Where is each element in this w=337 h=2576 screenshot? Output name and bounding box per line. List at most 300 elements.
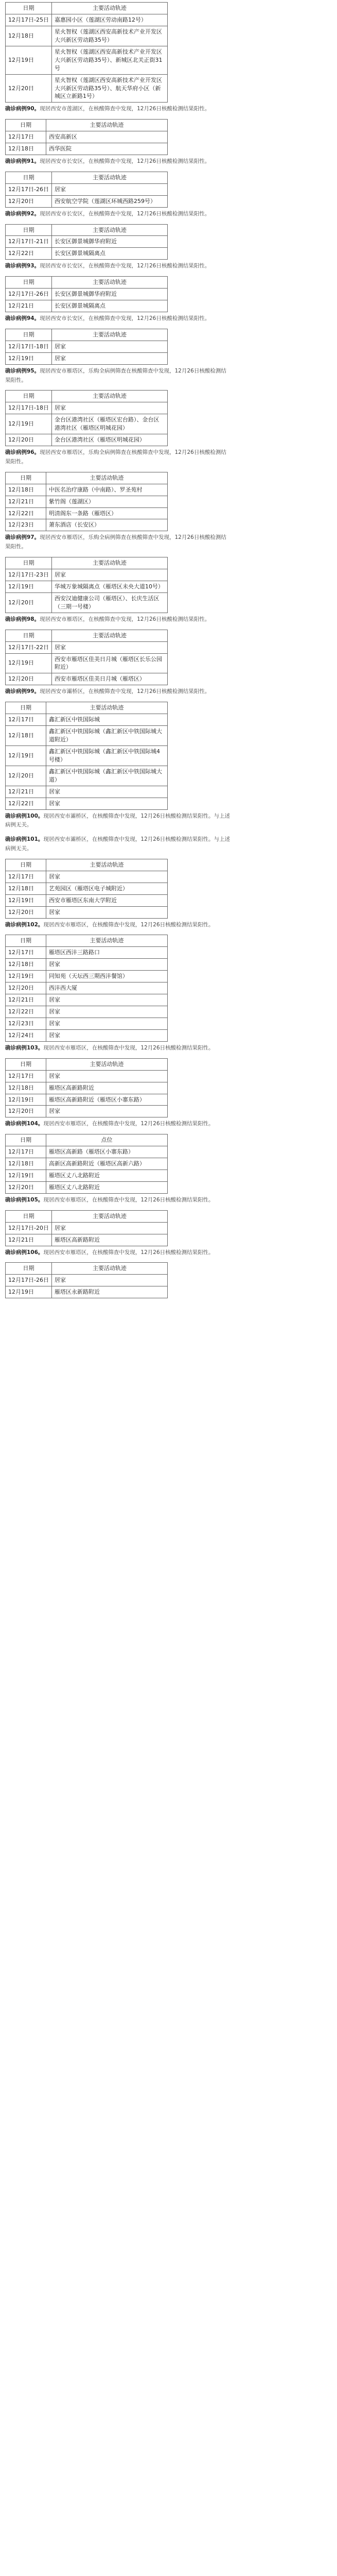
table-row — [6, 496, 168, 507]
activity-cell: 长安区御景城御华府附近 — [51, 236, 167, 248]
date-cell: 12月22日 — [6, 798, 46, 809]
activity-cell: 金台区港湾社区（雁塔区宏台路）、金台区港湾社区（雁塔区明城花园） — [51, 414, 167, 434]
activity-cell: 鑫汇新区中铁国际城（鑫汇新区中铁国际城4号楼） — [46, 745, 168, 766]
itinerary-table — [5, 1134, 168, 1194]
table-row — [6, 1082, 168, 1094]
table-row — [6, 641, 168, 653]
table-row — [6, 1234, 168, 1246]
date-cell: 12月18日 — [6, 1158, 46, 1170]
itinerary-table — [5, 119, 168, 155]
table-row — [6, 434, 168, 446]
activity-column-header: 主要活动轨迹 — [46, 702, 168, 714]
case-paragraph — [0, 365, 237, 388]
itinerary-table-block — [0, 933, 337, 1041]
table-row — [6, 581, 168, 592]
table-row — [6, 959, 168, 971]
activity-cell: 西安市雁塔区东南大学附近 — [46, 894, 168, 906]
table-row — [6, 786, 168, 798]
date-cell: 12月22日 — [6, 1006, 46, 1018]
table-row — [6, 183, 168, 195]
date-cell: 12月20日 — [6, 434, 52, 446]
case-paragraph — [0, 103, 237, 117]
activity-column-header: 主要活动轨迹 — [51, 630, 167, 641]
case-paragraph — [0, 1194, 237, 1208]
activity-column-header: 主要活动轨迹 — [46, 472, 168, 484]
activity-cell: 鑫汇新区中铁国际城（鑫汇新区中铁国际城大道） — [46, 766, 168, 786]
date-column-header: 日期 — [6, 472, 46, 484]
itinerary-table — [5, 276, 168, 312]
case-paragraph — [0, 1117, 237, 1132]
date-cell: 12月18日 — [6, 143, 46, 155]
table-header-row — [6, 859, 168, 871]
date-column-header: 日期 — [6, 277, 52, 289]
case-label: 确诊病例99。 — [5, 688, 40, 695]
date-cell: 12月19日 — [6, 1094, 46, 1106]
date-cell: 12月20日 — [6, 1106, 46, 1117]
itinerary-table-block — [0, 274, 337, 312]
itinerary-table — [5, 390, 168, 446]
date-cell: 12月17日-26日 — [6, 183, 52, 195]
itinerary-table-block — [0, 470, 337, 532]
case-paragraph — [0, 531, 237, 555]
table-header-row — [6, 329, 168, 341]
itinerary-table — [5, 935, 168, 1041]
case-label: 确诊病例94。 — [5, 315, 40, 321]
date-cell: 12月18日 — [6, 1082, 46, 1094]
case-description: 现居西安市雁塔区，在核酸筛查中发现，12月26日核酸检测结果阳性。 — [43, 1196, 214, 1203]
date-cell: 12月17日-21日 — [6, 236, 52, 248]
table-header-row — [6, 391, 168, 402]
activity-cell: 雁塔区永新路附近 — [51, 1286, 167, 1298]
activity-cell: 星火智权（莲湖区西安高新技术产业开发区大兴新区劳动路35号）、航天华府小区（新城区立新路1号） — [51, 74, 167, 103]
date-cell: 12月20日 — [6, 766, 46, 786]
activity-cell: 雁塔区高新路附近 — [51, 1234, 167, 1246]
itinerary-table — [5, 172, 168, 208]
date-cell: 12月19日 — [6, 894, 46, 906]
activity-column-header: 主要活动轨迹 — [51, 1263, 167, 1275]
date-column-header: 日期 — [6, 3, 52, 14]
activity-cell: 雁塔区西沣三路路口 — [46, 947, 168, 959]
case-description: 现居西安市长安区，在核酸筛查中发现，12月26日核酸检测结果阳性。 — [40, 210, 210, 217]
date-cell: 12月17日-25日 — [6, 14, 52, 26]
date-cell: 12月19日 — [6, 46, 52, 74]
table-row — [6, 507, 168, 519]
activity-cell: 西安市雁塔区佳美日月城（雁塔区） — [51, 673, 167, 685]
itinerary-table-block — [0, 1208, 337, 1246]
table-row — [6, 46, 168, 74]
activity-cell: 西华医院 — [46, 143, 168, 155]
itinerary-table-block — [0, 327, 337, 365]
table-row — [6, 714, 168, 726]
case-label: 确诊病例97。 — [5, 534, 40, 541]
table-row — [6, 236, 168, 248]
case-label: 确诊病例106。 — [5, 1249, 44, 1256]
table-row — [6, 74, 168, 103]
date-cell: 12月18日 — [6, 484, 46, 496]
date-cell: 12月19日 — [6, 1286, 52, 1298]
date-cell: 12月20日 — [6, 1182, 46, 1194]
activity-cell: 居家 — [51, 1222, 167, 1234]
table-row — [6, 982, 168, 994]
case-label: 确诊病例98。 — [5, 616, 40, 622]
activity-cell: 居家 — [46, 1070, 168, 1082]
date-column-header: 日期 — [6, 1134, 46, 1146]
case-description: 现居西安市雁塔区，在核酸筛查中发现，12月26日核酸检测结果阳性。 — [40, 616, 210, 622]
case-description: 现居西安市雁塔区，乐购全病例筛查在核酸筛查中发现，12月26日核酸检测结果阳性。 — [5, 534, 226, 550]
case-paragraph — [0, 613, 237, 628]
table-header-row — [6, 935, 168, 947]
itinerary-table — [5, 224, 168, 260]
date-cell: 12月20日 — [6, 982, 46, 994]
case-description: 现居西安市灞桥区，在核酸筛查中发现，12月26日核酸检测结果阳性。与上述病例无关。 — [5, 836, 230, 852]
activity-cell: 居家 — [46, 1029, 168, 1041]
table-header-row — [6, 557, 168, 569]
table-row — [6, 195, 168, 207]
table-row — [6, 1275, 168, 1286]
date-cell: 12月21日 — [6, 786, 46, 798]
activity-column-header: 主要活动轨迹 — [46, 1058, 168, 1070]
date-cell: 12月23日 — [6, 519, 46, 531]
table-row — [6, 289, 168, 300]
date-cell: 12月19日 — [6, 414, 52, 434]
table-row — [6, 883, 168, 894]
case-paragraph — [0, 833, 237, 857]
table-row — [6, 994, 168, 1006]
date-cell: 12月17日-18日 — [6, 402, 52, 414]
table-row — [6, 248, 168, 260]
itinerary-table — [5, 329, 168, 365]
table-header-row — [6, 1058, 168, 1070]
itinerary-table-block — [0, 1260, 337, 1298]
date-cell: 12月17日 — [6, 131, 46, 143]
date-column-header: 日期 — [6, 1210, 52, 1222]
date-cell: 12月18日 — [6, 726, 46, 746]
activity-cell: 鑫汇新区中铁国际城 — [46, 714, 168, 726]
table-row — [6, 745, 168, 766]
activity-cell: 高新区高新路附近（雁塔区高新六路） — [46, 1158, 168, 1170]
date-column-header: 日期 — [6, 224, 52, 236]
table-header-row — [6, 702, 168, 714]
itinerary-table-block — [0, 170, 337, 208]
activity-cell: 紫竹阁（莲湖区） — [46, 496, 168, 507]
date-cell: 12月21日 — [6, 994, 46, 1006]
case-description: 现居西安市长安区，在核酸筛查中发现，12月26日核酸检测结果阳性。 — [40, 315, 210, 321]
activity-cell: 居家 — [51, 183, 167, 195]
activity-column-header: 主要活动轨迹 — [51, 224, 167, 236]
activity-column-header: 主要活动轨迹 — [51, 3, 167, 14]
case-paragraph — [0, 155, 237, 170]
activity-cell: 居家 — [51, 402, 167, 414]
table-header-row — [6, 120, 168, 131]
date-column-header: 日期 — [6, 702, 46, 714]
case-paragraph — [0, 1246, 237, 1261]
date-cell: 12月19日 — [6, 352, 52, 364]
table-row — [6, 1018, 168, 1030]
table-row — [6, 766, 168, 786]
activity-cell: 萧东酒店（长安区） — [46, 519, 168, 531]
itinerary-table — [5, 1210, 168, 1246]
case-label: 确诊病例91。 — [5, 158, 40, 165]
case-label: 确诊病例102。 — [5, 921, 44, 928]
case-paragraph — [0, 260, 237, 274]
table-row — [6, 871, 168, 883]
date-cell: 12月21日 — [6, 1234, 52, 1246]
itinerary-table-block — [0, 700, 337, 809]
activity-cell: 居家 — [46, 1106, 168, 1117]
case-paragraph — [0, 1042, 237, 1056]
activity-cell: 雁塔区高新路附近（雁塔区小寨东路） — [46, 1094, 168, 1106]
itinerary-table-block — [0, 222, 337, 260]
table-row — [6, 402, 168, 414]
case-label: 确诊病例93。 — [5, 263, 40, 269]
itinerary-table — [5, 2, 168, 103]
table-row — [6, 352, 168, 364]
date-cell: 12月22日 — [6, 248, 52, 260]
table-row — [6, 1222, 168, 1234]
date-cell: 12月19日 — [6, 581, 52, 592]
case-paragraph — [0, 446, 237, 470]
activity-cell: 居家 — [46, 798, 168, 809]
table-header-row — [6, 224, 168, 236]
table-header-row — [6, 172, 168, 183]
activity-cell: 同知苑（天坛西三期西沣餐馆） — [46, 971, 168, 982]
table-row — [6, 1182, 168, 1194]
case-label: 确诊病例103。 — [5, 1044, 44, 1051]
activity-cell: 艺苑园区（雁塔区电子城附近） — [46, 883, 168, 894]
date-cell: 12月20日 — [6, 74, 52, 103]
table-row — [6, 519, 168, 531]
case-paragraph — [0, 208, 237, 222]
activity-cell: 居家 — [51, 341, 167, 352]
itinerary-table-block — [0, 628, 337, 686]
table-row — [6, 131, 168, 143]
activity-cell: 鑫汇新区中铁国际城（鑫汇新区中铁国际城大道附近） — [46, 726, 168, 746]
activity-cell: 居家 — [46, 994, 168, 1006]
case-description: 现居西安市雁塔区，乐购全病例筛查在核酸筛查中发现，12月26日核酸检测结果阳性。 — [5, 449, 226, 465]
case-description: 现居西安市莲湖区，在核酸筛查中发现，12月26日核酸检测结果阳性。 — [40, 106, 210, 112]
date-column-header: 日期 — [6, 120, 46, 131]
activity-column-header: 主要活动轨迹 — [46, 120, 168, 131]
date-column-header: 日期 — [6, 329, 52, 341]
activity-cell: 西安市雁塔区佳美日月城（雁塔区长乐公园附近） — [51, 653, 167, 673]
table-row — [6, 569, 168, 581]
table-row — [6, 143, 168, 155]
activity-cell: 西沣西大厦 — [46, 982, 168, 994]
table-row — [6, 341, 168, 352]
case-paragraph — [0, 810, 237, 834]
activity-column-header: 主要活动轨迹 — [51, 557, 167, 569]
table-row — [6, 906, 168, 918]
activity-cell: 居家 — [51, 352, 167, 364]
table-row — [6, 653, 168, 673]
activity-cell: 西安航空学院（莲湖区环城西路259号） — [51, 195, 167, 207]
activity-cell: 金台区港湾社区（雁塔区明城花园） — [51, 434, 167, 446]
activity-cell: 长安区御景城隔离点 — [51, 248, 167, 260]
table-row — [6, 726, 168, 746]
table-header-row — [6, 630, 168, 641]
table-row — [6, 592, 168, 613]
activity-cell: 明清阁东一条路（雁塔区） — [46, 507, 168, 519]
itinerary-table-block — [0, 1056, 337, 1118]
activity-cell: 星火智权（莲湖区西安高新技术产业开发区大兴新区劳动路35号）、新城区北关正街31号 — [51, 46, 167, 74]
date-cell: 12月17日 — [6, 871, 46, 883]
case-label: 确诊病例96。 — [5, 449, 40, 456]
table-row — [6, 1286, 168, 1298]
activity-cell: 星火智权（莲湖区西安高新技术产业开发区大兴新区劳动路35号） — [51, 26, 167, 46]
table-row — [6, 1158, 168, 1170]
activity-cell: 雁塔区丈八北路附近 — [46, 1182, 168, 1194]
itinerary-table — [5, 630, 168, 686]
table-row — [6, 26, 168, 46]
activity-cell: 西安汉迪健康公司（雁塔区）、长庆生活区（三期一号楼） — [51, 592, 167, 613]
activity-cell: 居家 — [51, 569, 167, 581]
date-cell: 12月18日 — [6, 883, 46, 894]
date-cell: 12月20日 — [6, 673, 52, 685]
activity-column-header: 主要活动轨迹 — [51, 277, 167, 289]
case-description: 现居西安市雁塔区，在核酸筛查中发现，12月26日核酸检测结果阳性。 — [43, 1249, 214, 1256]
table-row — [6, 1146, 168, 1158]
case-label: 确诊病例104。 — [5, 1121, 44, 1127]
date-column-header: 日期 — [6, 1263, 52, 1275]
table-row — [6, 971, 168, 982]
date-column-header: 日期 — [6, 391, 52, 402]
date-cell: 12月23日 — [6, 1018, 46, 1030]
table-header-row — [6, 1263, 168, 1275]
case-label: 确诊病例105。 — [5, 1196, 44, 1203]
itinerary-table — [5, 702, 168, 809]
date-cell: 12月17日-18日 — [6, 341, 52, 352]
itinerary-table-block — [0, 857, 337, 919]
table-header-row — [6, 3, 168, 14]
table-row — [6, 673, 168, 685]
date-column-header: 日期 — [6, 630, 52, 641]
itinerary-table-block — [0, 555, 337, 613]
table-row — [6, 14, 168, 26]
table-header-row — [6, 277, 168, 289]
itinerary-table — [5, 472, 168, 532]
case-label: 确诊病例100。 — [5, 812, 44, 819]
itinerary-table-block — [0, 117, 337, 155]
date-cell: 12月18日 — [6, 26, 52, 46]
activity-column-header: 点位 — [46, 1134, 168, 1146]
date-cell: 12月17日-22日 — [6, 641, 52, 653]
activity-column-header: 主要活动轨迹 — [46, 935, 168, 947]
activity-column-header: 主要活动轨迹 — [51, 172, 167, 183]
table-row — [6, 414, 168, 434]
case-label: 确诊病例95。 — [5, 367, 40, 374]
case-description: 现居西安市雁塔区，乐购全病例筛查在核酸筛查中发现，12月26日核酸检测结果阳性。 — [5, 367, 226, 383]
itinerary-table — [5, 859, 168, 919]
table-header-row — [6, 1134, 168, 1146]
activity-cell: 雁塔区丈八北路附近 — [46, 1170, 168, 1182]
table-row — [6, 1070, 168, 1082]
date-cell: 12月24日 — [6, 1029, 46, 1041]
case-description: 现居西安市雁塔区，在核酸筛查中发现，12月26日核酸检测结果阳性。 — [43, 921, 214, 928]
date-cell: 12月17日-23日 — [6, 569, 52, 581]
case-paragraph — [0, 919, 237, 933]
case-description: 现居西安市长安区，在核酸筛查中发现，12月26日核酸检测结果阳性。 — [40, 263, 210, 269]
date-column-header: 日期 — [6, 935, 46, 947]
table-row — [6, 1094, 168, 1106]
activity-cell: 中医名治疗康路（中南路）、罗圣苑村 — [46, 484, 168, 496]
case-description: 现居西安市灞桥区，在核酸筛查中发现，12月26日核酸检测结果阳性。 — [40, 688, 210, 695]
table-row — [6, 1029, 168, 1041]
activity-cell: 西安高新区 — [46, 131, 168, 143]
itinerary-table-block — [0, 1132, 337, 1194]
date-column-header: 日期 — [6, 859, 46, 871]
table-row — [6, 300, 168, 312]
date-cell: 12月17日 — [6, 947, 46, 959]
date-cell: 12月22日 — [6, 507, 46, 519]
activity-cell: 雁塔区高新路（雁塔区小寨东路） — [46, 1146, 168, 1158]
activity-cell: 居家 — [46, 786, 168, 798]
date-cell: 12月17日 — [6, 1070, 46, 1082]
case-description: 现居西安市灞桥区，在核酸筛查中发现，12月26日核酸检测结果阳性。与上述病例无关。 — [5, 812, 230, 828]
table-row — [6, 1106, 168, 1117]
date-cell: 12月17日-26日 — [6, 289, 52, 300]
date-column-header: 日期 — [6, 172, 52, 183]
case-description: 现居西安市雁塔区，在核酸筛查中发现，12月26日核酸检测结果阳性。 — [43, 1121, 214, 1127]
activity-column-header: 主要活动轨迹 — [51, 329, 167, 341]
activity-cell: 居家 — [46, 871, 168, 883]
itinerary-table-block — [0, 0, 337, 103]
date-cell: 12月17日 — [6, 1146, 46, 1158]
date-cell: 12月21日 — [6, 496, 46, 507]
table-row — [6, 1006, 168, 1018]
date-cell: 12月19日 — [6, 745, 46, 766]
date-cell: 12月19日 — [6, 653, 52, 673]
date-cell: 12月19日 — [6, 1170, 46, 1182]
date-column-header: 日期 — [6, 1058, 46, 1070]
activity-cell: 居家 — [46, 1018, 168, 1030]
case-label: 确诊病例101。 — [5, 836, 44, 843]
case-description: 现居西安市长安区，在核酸筛查中发现，12月26日核酸检测结果阳性。 — [40, 158, 210, 165]
case-description: 现居西安市雁塔区，在核酸筛查中发现，12月26日核酸检测结果阳性。 — [43, 1044, 214, 1051]
table-row — [6, 1170, 168, 1182]
date-cell: 12月20日 — [6, 592, 52, 613]
itinerary-table — [5, 1262, 168, 1298]
case-label: 确诊病例90。 — [5, 106, 40, 112]
date-cell: 12月17日 — [6, 714, 46, 726]
table-header-row — [6, 1210, 168, 1222]
activity-cell: 长安区御景城御华府附近 — [51, 289, 167, 300]
itinerary-table — [5, 557, 168, 613]
date-column-header: 日期 — [6, 557, 52, 569]
itinerary-table — [5, 1058, 168, 1118]
activity-cell: 居家 — [51, 641, 167, 653]
activity-column-header: 主要活动轨迹 — [46, 859, 168, 871]
date-cell: 12月21日 — [6, 300, 52, 312]
date-cell: 12月20日 — [6, 195, 52, 207]
activity-column-header: 主要活动轨迹 — [51, 1210, 167, 1222]
date-cell: 12月17日-26日 — [6, 1275, 52, 1286]
date-cell: 12月19日 — [6, 971, 46, 982]
case-paragraph — [0, 685, 237, 700]
activity-cell: 居家 — [46, 959, 168, 971]
activity-cell: 居家 — [46, 1006, 168, 1018]
date-cell: 12月18日 — [6, 959, 46, 971]
activity-column-header: 主要活动轨迹 — [51, 391, 167, 402]
date-cell: 12月17日-20日 — [6, 1222, 52, 1234]
activity-cell: 华城万象城隔离点（雁塔区未央大道10号） — [51, 581, 167, 592]
activity-cell: 居家 — [51, 1275, 167, 1286]
table-row — [6, 798, 168, 809]
activity-cell: 长安区御景城隔离点 — [51, 300, 167, 312]
activity-cell: 居家 — [46, 906, 168, 918]
case-paragraph — [0, 312, 237, 327]
activity-cell: 嘉惠园小区（莲湖区劳动南路12号） — [51, 14, 167, 26]
case-label: 确诊病例92。 — [5, 210, 40, 217]
